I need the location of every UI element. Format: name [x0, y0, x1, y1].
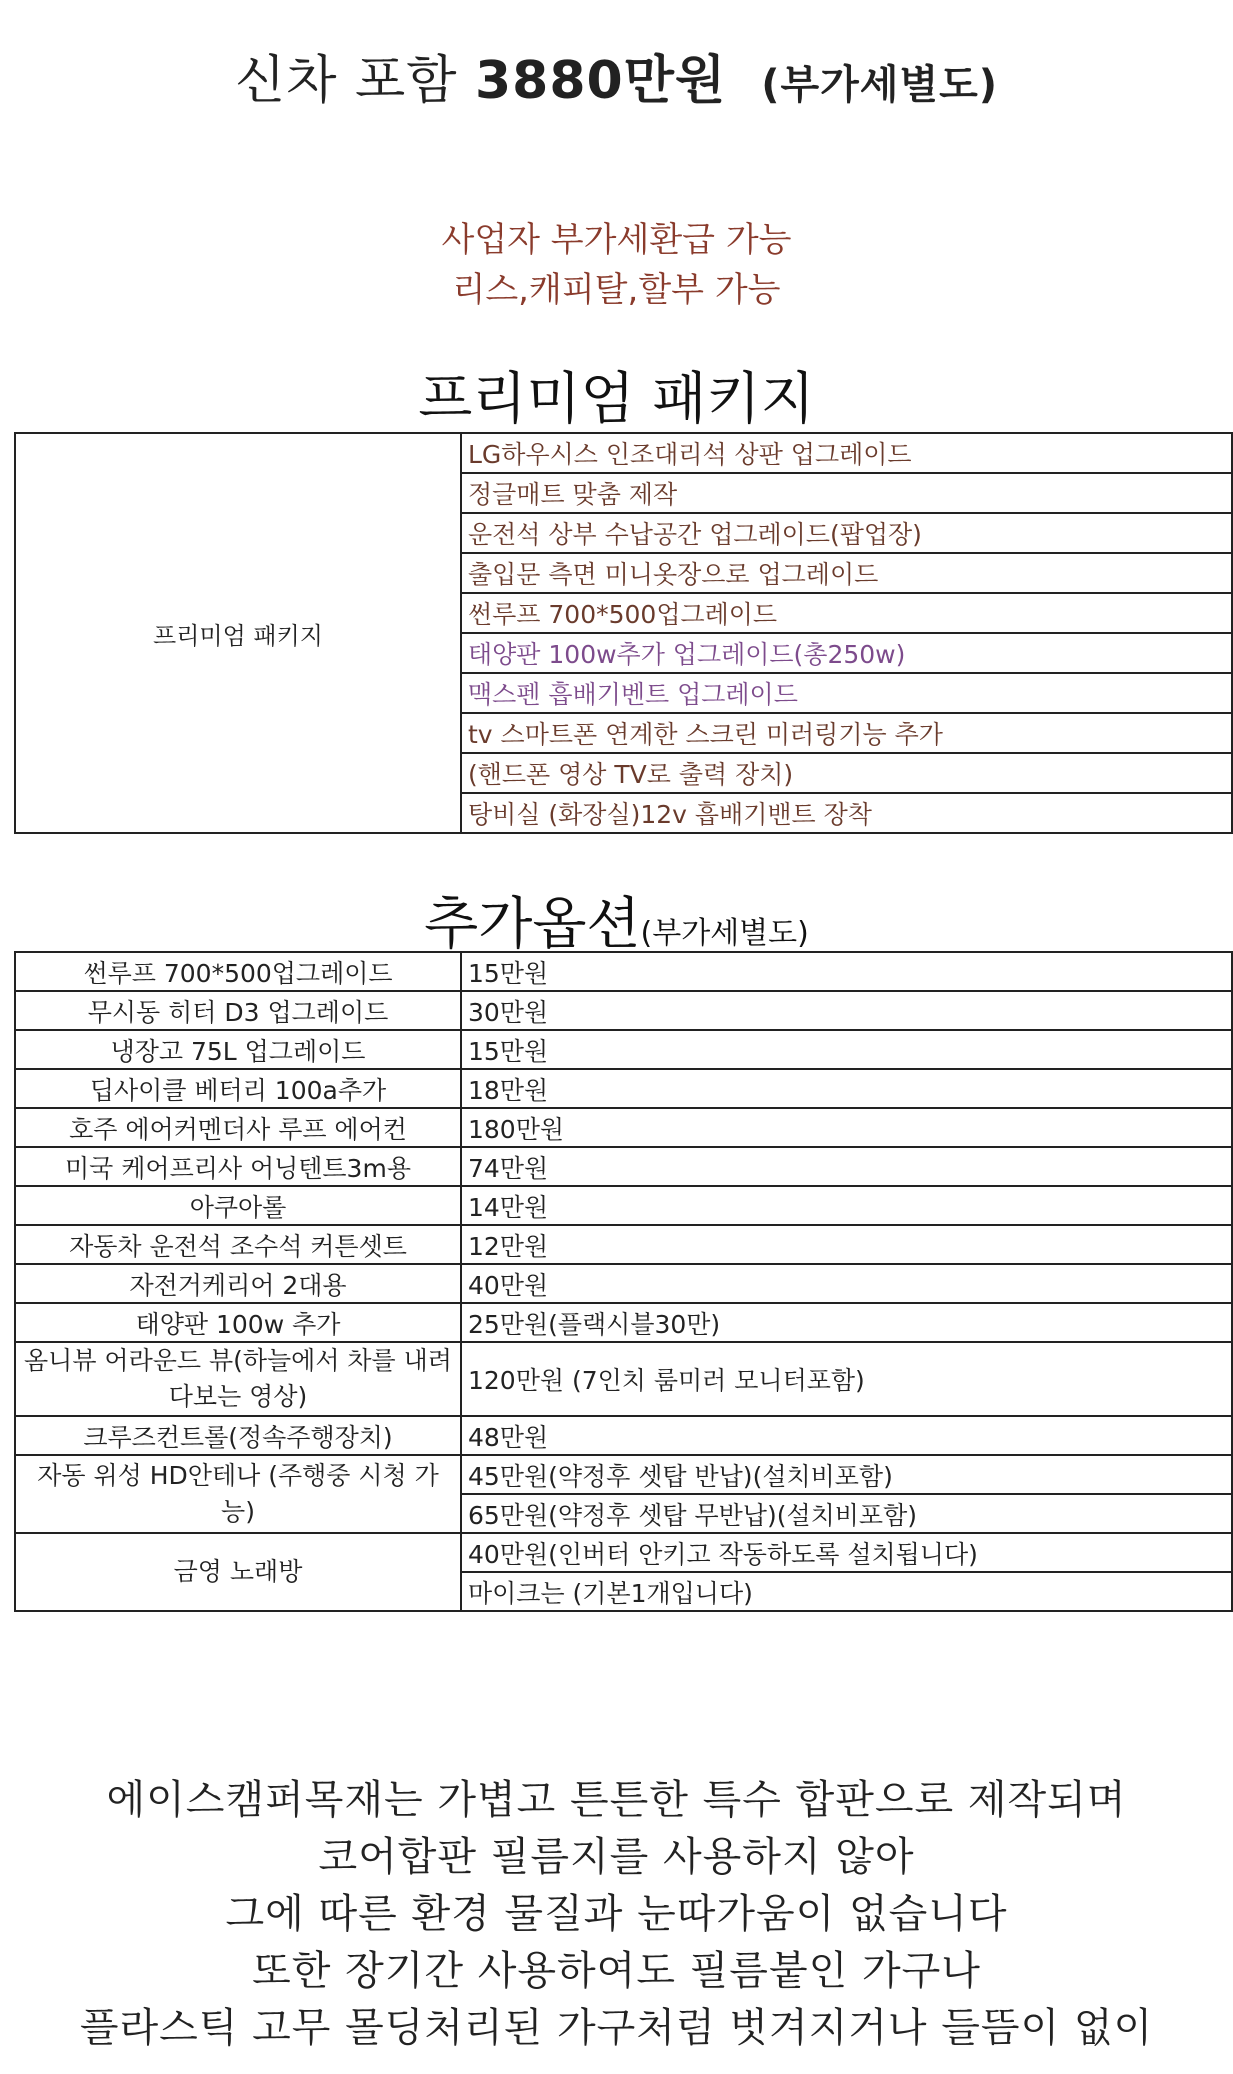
option-price: 마이크는 (기본1개입니다) — [461, 1572, 1232, 1611]
table-row — [15, 1264, 1232, 1303]
premium-item: 정글매트 맞춤 제작 — [461, 473, 1232, 513]
premium-item: 출입문 측면 미니옷장으로 업그레이드 — [461, 553, 1232, 593]
premium-item: LG하우시스 인조대리석 상판 업그레이드 — [461, 433, 1232, 473]
description-line: 또한 장기간 사용하여도 필름붙인 가구나 — [252, 1948, 981, 1994]
premium-item: 태양판 100w추가 업그레이드(총250w) — [461, 633, 1232, 673]
table-row — [15, 1533, 1232, 1572]
option-price: 15만원 — [461, 952, 1232, 991]
option-name: 아쿠아롤 — [15, 1186, 461, 1225]
option-price: 40만원(인버터 안키고 작동하도록 설치됩니다) — [461, 1533, 1232, 1572]
premium-item: 맥스펜 흡배기벤트 업그레이드 — [461, 673, 1232, 713]
option-price: 48만원 — [461, 1416, 1232, 1455]
premium-package-table — [14, 432, 1233, 834]
option-price: 120만원 (7인치 룸미러 모니터포함) — [461, 1342, 1232, 1416]
table-row — [15, 1069, 1232, 1108]
option-price: 74만원 — [461, 1147, 1232, 1186]
table-row — [15, 1416, 1232, 1455]
option-name: 자전거케리어 2대용 — [15, 1264, 461, 1303]
premium-item: 탕비실 (화장실)12v 흡배기밴트 장착 — [461, 793, 1232, 833]
option-price: 25만원(플랙시블30만) — [461, 1303, 1232, 1342]
page-title — [0, 38, 1233, 113]
option-name: 무시동 히터 D3 업그레이드 — [15, 991, 461, 1030]
table-row — [15, 952, 1232, 991]
premium-heading: 프리미엄 패키지 — [418, 367, 815, 432]
table-row — [15, 1147, 1232, 1186]
table-row — [15, 1455, 1232, 1494]
title-price: 3880만원 — [474, 51, 727, 111]
option-price: 65만원(약정후 셋탑 무반납)(설치비포함) — [461, 1494, 1232, 1533]
option-name: 호주 에어커멘더사 루프 에어컨 — [15, 1108, 461, 1147]
table-row — [15, 1342, 1232, 1416]
table-row — [15, 1225, 1232, 1264]
option-price: 14만원 — [461, 1186, 1232, 1225]
description-line: 플라스틱 고무 몰딩처리된 가구처럼 벗겨지거나 들뜸이 없이 — [79, 2005, 1154, 2051]
option-name: 금영 노래방 — [15, 1533, 461, 1611]
option-name: 자동 위성 HD안테나 (주행중 시청 가능) — [15, 1455, 461, 1533]
title-tax-note: (부가세별도) — [761, 62, 999, 108]
option-price: 45만원(약정후 셋탑 반납)(설치비포함) — [461, 1455, 1232, 1494]
option-price: 40만원 — [461, 1264, 1232, 1303]
option-name: 자동차 운전석 조수석 커튼셋트 — [15, 1225, 461, 1264]
option-price: 30만원 — [461, 991, 1232, 1030]
option-name: 딥사이클 베터리 100a추가 — [15, 1069, 461, 1108]
option-price: 15만원 — [461, 1030, 1232, 1069]
premium-label: 프리미엄 패키지 — [15, 433, 461, 833]
title-text: 신차 포함 — [234, 51, 458, 111]
option-name: 냉장고 75L 업그레이드 — [15, 1030, 461, 1069]
premium-item: 운전석 상부 수납공간 업그레이드(팝업장) — [461, 513, 1232, 553]
option-name: 썬루프 700*500업그레이드 — [15, 952, 461, 991]
premium-item: 썬루프 700*500업그레이드 — [461, 593, 1232, 633]
premium-item: (핸드폰 영상 TV로 출력 장치) — [461, 753, 1232, 793]
table-row — [15, 991, 1232, 1030]
financing-note: 리스,캐피탈,할부 가능 — [452, 270, 781, 310]
option-price: 18만원 — [461, 1069, 1232, 1108]
description-line: 코어합판 필름지를 사용하지 않아 — [318, 1834, 915, 1880]
table-row — [15, 1030, 1232, 1069]
description-line: 그에 따른 환경 물질과 눈따가움이 없습니다 — [225, 1891, 1008, 1937]
table-row — [15, 1303, 1232, 1342]
option-name: 옴니뷰 어라운드 뷰(하늘에서 차를 내려다보는 영상) — [15, 1342, 461, 1416]
options-heading — [0, 880, 1233, 960]
option-name: 태양판 100w 추가 — [15, 1303, 461, 1342]
table-row — [15, 1186, 1232, 1225]
option-name: 크루즈컨트롤(정속주행장치) — [15, 1416, 461, 1455]
description-line: 에이스캠퍼목재는 가볍고 튼튼한 특수 합판으로 제작되며 — [106, 1777, 1127, 1823]
options-heading-text: 추가옵션 — [424, 892, 641, 957]
option-price: 180만원 — [461, 1108, 1232, 1147]
options-table — [14, 951, 1233, 1612]
vat-refund-note: 사업자 부가세환급 가능 — [441, 220, 792, 260]
premium-item: tv 스마트폰 연계한 스크린 미러링기능 추가 — [461, 713, 1232, 753]
table-row — [15, 1108, 1232, 1147]
options-tax-note: (부가세별도) — [640, 916, 809, 951]
option-price: 12만원 — [461, 1225, 1232, 1264]
option-name: 미국 케어프리사 어닝텐트3m용 — [15, 1147, 461, 1186]
